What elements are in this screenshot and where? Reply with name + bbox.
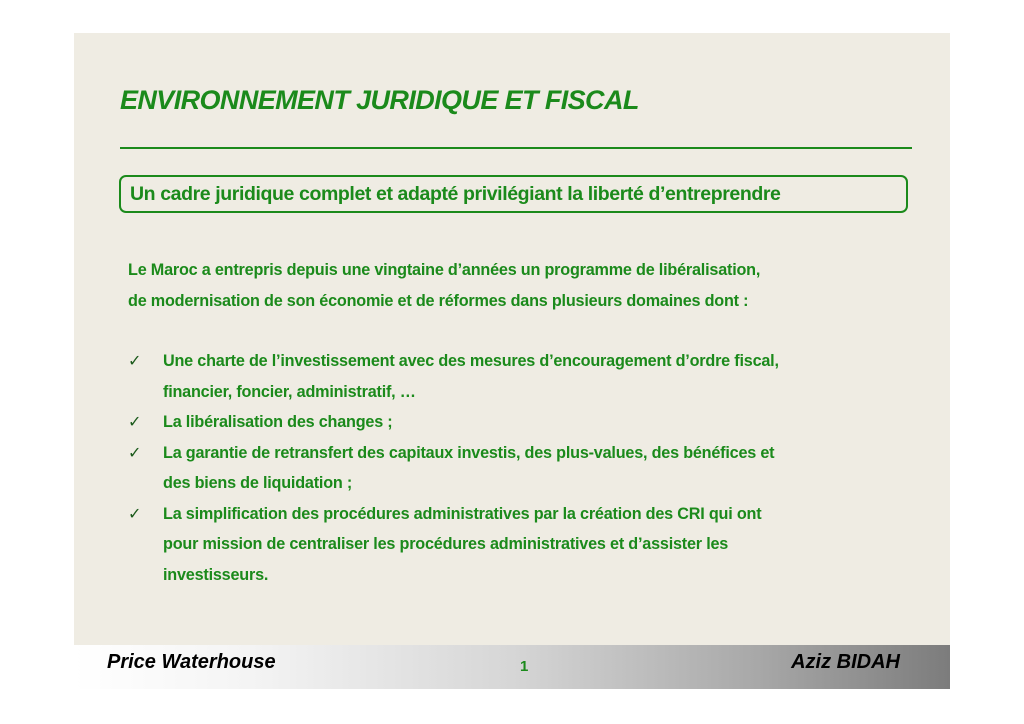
- footer-company: Price Waterhouse: [107, 651, 276, 673]
- intro-line: Le Maroc a entrepris depuis une vingtaine d’années un programme de libéralisation,: [128, 261, 761, 279]
- bullet-line: investisseurs.: [163, 565, 269, 584]
- bullet-line: La libéralisation des changes ;: [163, 413, 393, 431]
- check-icon: ✓: [128, 412, 142, 431]
- bullet-line: Une charte de l’investissement avec des mesures d’encouragement d’ordre fiscal,: [163, 352, 779, 370]
- intro-paragraph: [128, 255, 918, 316]
- slide-body: [128, 255, 918, 590]
- check-icon: ✓: [128, 351, 142, 370]
- bullet-item: [128, 407, 918, 438]
- footer-author: Aziz BIDAH: [791, 651, 900, 673]
- page-number: 1: [520, 658, 529, 675]
- title-underline: [120, 147, 912, 149]
- bullet-item: [128, 499, 918, 591]
- subtitle: Un cadre juridique complet et adapté privilégiant la liberté d’entreprendre: [130, 183, 781, 205]
- bullet-line: pour mission de centraliser les procédures administratives et d’assister les: [163, 535, 729, 553]
- slide-title: ENVIRONNEMENT JURIDIQUE ET FISCAL: [120, 85, 639, 115]
- slide-footer: [74, 645, 950, 689]
- bullet-line: des biens de liquidation ;: [163, 474, 353, 492]
- check-icon: ✓: [128, 442, 142, 462]
- bullet-line: La garantie de retransfert des capitaux investis, des plus-values, des bénéfices et: [163, 443, 775, 462]
- subtitle-box: [119, 175, 908, 213]
- slide: [74, 33, 950, 689]
- bullet-line: La simplification des procédures administratives par la création des CRI qui ont: [163, 504, 762, 523]
- bullet-item: [128, 346, 918, 407]
- bullet-list: [128, 346, 918, 590]
- check-icon: ✓: [128, 503, 142, 523]
- bullet-line: financier, foncier, administratif, …: [163, 382, 416, 401]
- bullet-item: [128, 438, 918, 499]
- intro-line: de modernisation de son économie et de réformes dans plusieurs domaines dont :: [128, 291, 749, 310]
